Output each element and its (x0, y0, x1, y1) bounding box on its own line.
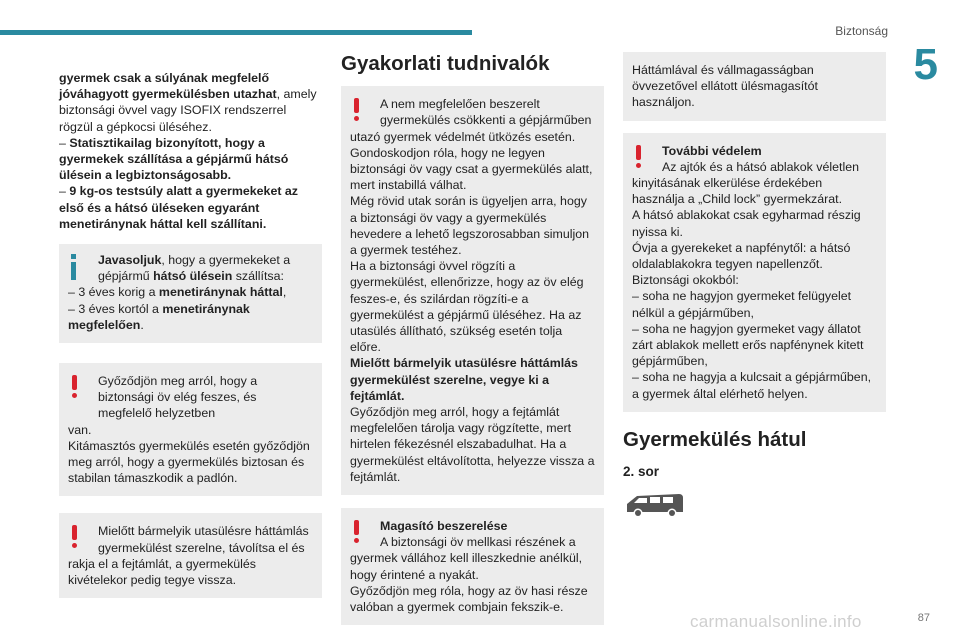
section-heading-rear-child-seat: Gyermekülés hátul (623, 427, 807, 451)
warning-exclamation-icon (71, 525, 77, 548)
info-icon (70, 254, 76, 280)
info-box-recommendation: Javasoljuk, hogy a gyermekeket a gépjármű hátsó ülésein szállítsa: – 3 éves korig a menetiránynak háttal, – 3 éves kortól a menetiránynak megfelelően. (59, 244, 322, 343)
warning-exclamation-icon (353, 520, 359, 543)
column-left (59, 70, 322, 611)
warning-box-headrest: Mielőtt bármelyik utasülésre háttámlás gyermekülést szerelne, távolítsa el és rakja el a fejtámlát, a gyermekülés kivételekor pedig tegye vissza. (59, 513, 322, 598)
column-right (623, 52, 886, 520)
warning-box-booster-seat: Magasító beszerelése A biztonsági öv mellkasi részének a gyermek vállához kell illeszkednie anélkül, hogy érintené a nyakát. Győződjön meg róla, hogy az öv hasi része valóban a gyermek combjain fekszik-e. (341, 508, 604, 625)
section-heading-practical-info: Gyakorlati tudnivalók (341, 52, 550, 75)
warning-exclamation-icon (353, 98, 359, 121)
intro-paragraph: gyermek csak a súlyának megfelelő jóváhagyott gyermekülésben utazhat, amely biztonsági övvel vagy ISOFIX rendszerrel rögzül a gépkocsi üléséhez. – Statisztikailag bizonyított, hogy a gyermekek szállítása a gépjármű hátsó ülésein a legbiztonságosabb. – 9 kg-os testsúly alatt a gyermekeket az első és a hátsó üléseken egyaránt menetiránynak háttal kell szállítani. (59, 71, 317, 231)
warning-exclamation-icon (635, 145, 641, 168)
chapter-number: 5 (913, 40, 938, 89)
info-box-booster-backrest: Háttámlával és vállmagasságban övvezetővel ellátott ülésmagasítót használjon. (623, 52, 886, 121)
warning-exclamation-icon (71, 375, 77, 398)
van-icon (623, 490, 687, 520)
watermark: carmanualsonline.info (690, 612, 862, 631)
warning-box-additional-protection: További védelem Az ajtók és a hátsó ablakok véletlen kinyitásának elkerülése érdekében használja a „Child lock” gyermekzárat. A hátsó ablakokat csak egyharmad részig nyissa ki. Óvja a gyerekeket a napfénytől: a hátsó oldalablakokra tegyen napellenzőt. Biztonsági okokból: – soha ne hagyjon gyermeket felügyelet nélkül a gépjárműben, – soha ne hagyjon gyermeket vagy állatot zárt ablakok mellett erős napfénynek kitett gépjárműben, – soha ne hagyja a kulcsait a gépjárműben, a gyermek által elérhető helyen. (623, 133, 886, 412)
row-subheading: 2. sor (623, 464, 660, 480)
warning-box-incorrect-install: A nem megfelelően beszerelt gyermekülés csökkenti a gépjárműben utazó gyermek védelmét ütközés esetén. Gondoskodjon róla, hogy ne legyen biztonsági öv vagy csat a gyermekülés alatt, mert instabillá válhat. Még rövid utak során is ügyeljen arra, hogy a biztonsági öv vagy a gyermekülés hevedere a lehető legszorosabban simuljon a gyermek testéhez. Ha a biztonsági övvel rögzíti a gyermekülést, ellenőrizze, hogy az öv elég feszes-e, és szilárdan rögzíti-e a gyermekülést a gépjármű üléséhez. Ha az utasülés állítható, szükség esetén tolja előre. Mielőtt bármelyik utasülésre háttámlás gyermekülést szerelne, vegye ki a fejtámlát. Győződjön meg arról, hogy a fejtámlát megfelelően tárolja vagy rögzítette, mert hirtelen fékezésnél elszabadulhat. Ha a gyermekülést eltávolította, helyezze vissza a fejtámlát. (341, 86, 604, 495)
warning-box-belt-tension: Győződjön meg arról, hogy a biztonsági öv elég feszes, és megfelelő helyzetben van. Kitámasztós gyermekülés esetén győződjön meg arról, hogy a gyermekülés biztosan és stabilan támaszkodik a padlón. (59, 363, 322, 496)
header-accent-bar (0, 30, 472, 35)
column-middle (341, 52, 604, 638)
page-number: 87 (917, 612, 930, 624)
section-title: Biztonság (835, 24, 888, 38)
